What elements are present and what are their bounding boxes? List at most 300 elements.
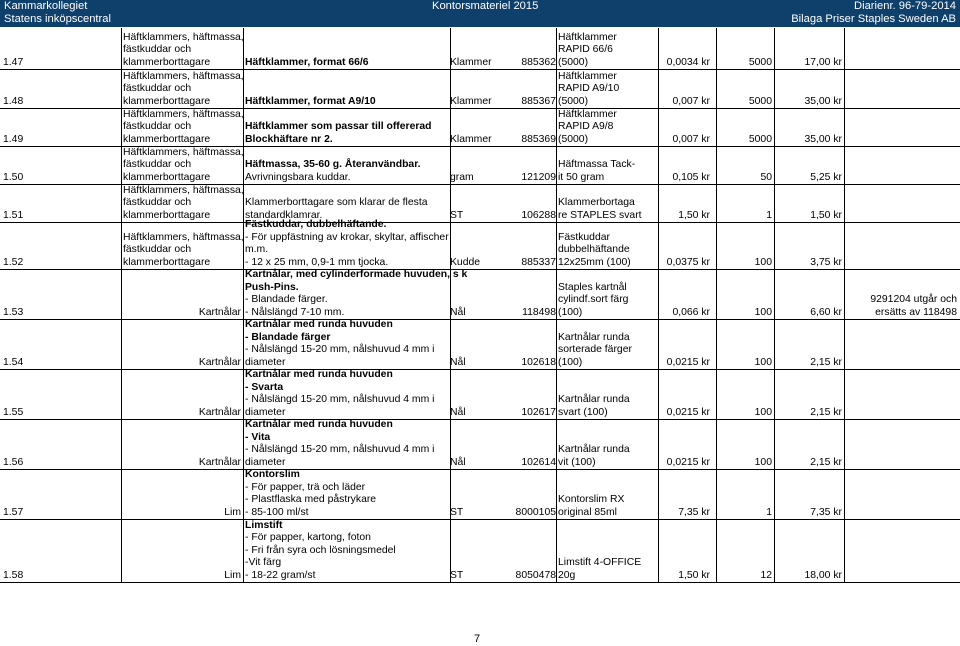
item-description-line: Limstift <box>245 519 283 531</box>
item-number-text: 1.57 <box>3 506 24 518</box>
item-product-name-line: 12x25mm (100) <box>558 256 631 268</box>
item-unit-price <box>658 420 710 470</box>
item-quantity <box>718 185 772 223</box>
item-number <box>3 270 121 320</box>
column-divider <box>716 370 717 420</box>
table-row <box>0 270 960 320</box>
item-category-line: fästkuddar och <box>123 244 192 256</box>
item-product-name-line: svart (100) <box>558 406 608 418</box>
item-unit <box>450 470 510 520</box>
item-category-line: Kartnålar <box>198 406 241 418</box>
item-product-name <box>558 185 658 223</box>
item-description-line: Häftmassa, 35-60 g. Återanvändbar. <box>245 159 421 171</box>
item-unit <box>450 28 510 70</box>
item-total-text: 35,00 kr <box>804 133 842 145</box>
item-product-name-line: (5000) <box>558 133 589 145</box>
column-divider <box>243 223 244 270</box>
column-divider <box>716 520 717 583</box>
column-divider <box>774 109 775 147</box>
column-divider <box>774 70 775 109</box>
item-total-text: 1,50 kr <box>810 209 842 221</box>
item-unit-price <box>658 223 710 270</box>
item-number <box>3 185 121 223</box>
item-product-name <box>558 470 658 520</box>
item-unit-price <box>658 470 710 520</box>
item-category-line: Lim <box>224 506 241 518</box>
item-product-name-line: Häftklammer <box>558 70 617 82</box>
item-category <box>121 370 243 420</box>
item-category-line: Häftklammers, häftmassa, <box>123 70 244 82</box>
item-number-text: 1.58 <box>3 569 24 581</box>
item-category-line: fästkuddar och <box>123 44 192 56</box>
item-description-line: diameter <box>245 356 286 368</box>
item-description-line: - Plastflaska med påstrykare <box>245 494 377 506</box>
item-unit-price-text: 0,0215 kr <box>666 456 710 468</box>
item-description <box>245 28 450 70</box>
item-unit-price <box>658 70 710 109</box>
column-divider <box>243 420 244 470</box>
item-unit-text: ST <box>450 569 464 581</box>
item-unit-text: ST <box>450 209 464 221</box>
item-article-number-text: 102617 <box>521 406 556 418</box>
column-divider <box>774 223 775 270</box>
diary-number: Diarienr. 96-79-2014 <box>854 0 956 12</box>
item-product-name-line: it 50 gram <box>558 171 605 183</box>
item-note <box>845 270 960 320</box>
item-description-line: Avrivningsbara kuddar. <box>245 171 351 183</box>
item-product-name-line: Fästkuddar <box>558 231 610 243</box>
item-product-name <box>558 370 658 420</box>
item-number-text: 1.49 <box>3 133 24 145</box>
item-total <box>776 223 842 270</box>
item-total <box>776 70 842 109</box>
item-description <box>245 320 450 370</box>
item-article-number-text: 106288 <box>521 209 556 221</box>
item-product-name <box>558 28 658 70</box>
item-article-number-text: 118498 <box>522 306 556 318</box>
column-divider <box>716 420 717 470</box>
item-article-number <box>510 270 556 320</box>
item-article-number-text: 8050478 <box>515 569 556 581</box>
item-unit-price <box>658 520 710 583</box>
column-divider <box>716 270 717 320</box>
item-unit-price-text: 0,066 kr <box>672 306 710 318</box>
item-quantity-text: 100 <box>754 356 772 368</box>
item-article-number-text: 885369 <box>521 133 556 145</box>
item-description-line: Kartnålar, med cylinderformade huvuden, s k <box>245 269 468 281</box>
item-unit-text: Nål <box>450 356 466 368</box>
item-product-name-line: (5000) <box>558 56 589 68</box>
item-category <box>121 147 243 185</box>
item-product-name <box>558 223 658 270</box>
item-note <box>845 28 960 70</box>
item-description-line: - Nålslängd 7-10 mm. <box>245 306 345 318</box>
item-note <box>845 370 960 420</box>
column-divider <box>556 370 557 420</box>
item-product-name <box>558 420 658 470</box>
item-unit-price-text: 0,0375 kr <box>666 256 710 268</box>
item-total-text: 5,25 kr <box>810 171 842 183</box>
table-row <box>0 147 960 185</box>
item-total <box>776 185 842 223</box>
item-note-line: ersätts av 118498 <box>875 306 957 318</box>
column-divider <box>716 147 717 185</box>
item-description <box>245 420 450 470</box>
item-unit-price-text: 0,0215 kr <box>666 356 710 368</box>
item-quantity-text: 100 <box>754 306 772 318</box>
item-category-line: Kartnålar <box>198 456 241 468</box>
item-unit-text: Kudde <box>450 256 481 268</box>
item-number <box>3 28 121 70</box>
item-article-number <box>510 520 556 583</box>
item-article-number-text: 102618 <box>521 356 556 368</box>
item-article-number <box>510 223 556 270</box>
item-quantity <box>718 270 772 320</box>
item-unit-price-text: 1,50 kr <box>678 569 710 581</box>
column-divider <box>556 147 557 185</box>
item-quantity <box>718 420 772 470</box>
item-unit-price-text: 0,0034 kr <box>666 56 710 68</box>
item-quantity <box>718 320 772 370</box>
item-description <box>245 370 450 420</box>
item-quantity-text: 12 <box>760 569 772 581</box>
item-quantity <box>718 147 772 185</box>
item-number-text: 1.53 <box>3 306 24 318</box>
item-total-text: 3,75 kr <box>810 256 842 268</box>
item-quantity <box>718 109 772 147</box>
column-divider <box>243 270 244 320</box>
item-product-name-line: (5000) <box>558 95 589 107</box>
item-product-name-line: dubbelhäftande <box>558 244 630 256</box>
item-product-name-line: cylindf.sort färg <box>558 294 629 306</box>
item-article-number-text: 8000105 <box>515 506 556 518</box>
item-description-line: Häftklammer, format 66/6 <box>245 56 369 68</box>
item-unit <box>450 370 510 420</box>
item-description <box>245 470 450 520</box>
item-category-line: klammerborttagare <box>123 95 211 107</box>
column-divider <box>716 320 717 370</box>
item-unit-price <box>658 370 710 420</box>
table-row <box>0 320 960 370</box>
table-row <box>0 109 960 147</box>
column-divider <box>243 320 244 370</box>
column-divider <box>716 70 717 109</box>
item-note-line: 9291204 utgår och <box>870 294 957 306</box>
item-note <box>845 70 960 109</box>
item-quantity-text: 5000 <box>748 56 772 68</box>
document-title: Kontorsmateriel 2015 <box>432 0 539 12</box>
item-number <box>3 370 121 420</box>
item-product-name-line: RAPID A9/8 <box>558 121 614 133</box>
item-number-text: 1.52 <box>3 256 24 268</box>
item-total <box>776 147 842 185</box>
item-description <box>245 70 450 109</box>
item-unit-price <box>658 147 710 185</box>
column-divider <box>774 270 775 320</box>
item-unit-text: Klammer <box>450 133 492 145</box>
item-note <box>845 147 960 185</box>
item-description-line: m.m. <box>245 244 269 256</box>
item-description-line: - Nålslängd 15-20 mm, nålshuvud 4 mm i <box>245 344 435 356</box>
item-category-line: klammerborttagare <box>123 56 211 68</box>
item-article-number-text: 121209 <box>521 171 556 183</box>
item-description-line: Kartnålar med runda huvuden <box>245 419 393 431</box>
item-description-line: Kartnålar med runda huvuden <box>245 369 393 381</box>
item-category <box>121 320 243 370</box>
item-product-name-line: vit (100) <box>558 456 596 468</box>
item-quantity <box>718 223 772 270</box>
item-quantity-text: 1 <box>766 209 772 221</box>
item-product-name <box>558 520 658 583</box>
item-description-line: Push-Pins. <box>245 281 299 293</box>
column-divider <box>556 185 557 223</box>
item-unit-price <box>658 28 710 70</box>
item-number <box>3 320 121 370</box>
item-unit-price <box>658 270 710 320</box>
item-description-line: - Blandade färger <box>245 331 331 343</box>
item-category <box>121 270 243 320</box>
item-unit <box>450 270 510 320</box>
item-category <box>121 185 243 223</box>
item-product-name-line: Kartnålar runda <box>558 331 630 343</box>
item-description-line: - 12 x 25 mm, 0,9-1 mm tjocka. <box>245 256 389 268</box>
item-quantity <box>718 370 772 420</box>
item-total-text: 7,35 kr <box>810 506 842 518</box>
item-quantity-text: 100 <box>754 256 772 268</box>
item-description-line: - Fri från syra och lösningsmedel <box>245 544 396 556</box>
table-row <box>0 420 960 470</box>
item-category <box>121 109 243 147</box>
item-quantity-text: 50 <box>760 171 772 183</box>
table-row <box>0 28 960 70</box>
column-divider <box>556 270 557 320</box>
item-unit-price-text: 7,35 kr <box>678 506 710 518</box>
table-row <box>0 219 960 270</box>
item-number <box>3 147 121 185</box>
column-divider <box>774 470 775 520</box>
item-description-line: - 18-22 gram/st <box>245 569 316 581</box>
column-divider <box>556 470 557 520</box>
item-description <box>245 219 450 270</box>
item-product-name-line: 20g <box>558 569 576 581</box>
item-unit-price-text: 0,0215 kr <box>666 406 710 418</box>
item-product-name-line: re STAPLES svart <box>558 209 642 221</box>
item-product-name-line: sorterade färger <box>558 344 632 356</box>
org-name: Kammarkollegiet <box>4 0 88 12</box>
item-total-text: 2,15 kr <box>810 406 842 418</box>
page-number: 7 <box>474 633 481 645</box>
item-number <box>3 223 121 270</box>
column-divider <box>556 420 557 470</box>
item-unit <box>450 109 510 147</box>
item-number <box>3 520 121 583</box>
item-unit <box>450 70 510 109</box>
item-description <box>245 185 450 223</box>
item-product-name-line: (100) <box>558 306 583 318</box>
item-unit-price-text: 1,50 kr <box>678 209 710 221</box>
item-article-number-text: 885362 <box>521 56 556 68</box>
item-unit-text: Nål <box>450 456 466 468</box>
item-quantity-text: 5000 <box>748 95 772 107</box>
item-category-line: Häftklammers, häftmassa, <box>123 146 244 158</box>
item-description <box>245 269 468 320</box>
item-total-text: 18,00 kr <box>804 569 842 581</box>
item-description-line: - För uppfästning av krokar, skyltar, affischer <box>245 231 449 243</box>
item-description-line: standardklamrar. <box>245 209 323 221</box>
item-article-number <box>510 185 556 223</box>
item-quantity <box>718 470 772 520</box>
column-divider <box>556 223 557 270</box>
item-total-text: 17,00 kr <box>804 56 842 68</box>
item-product-name-line: RAPID 66/6 <box>558 44 613 56</box>
item-quantity-text: 100 <box>754 456 772 468</box>
item-description <box>245 147 450 185</box>
column-divider <box>716 223 717 270</box>
item-category-line: Häftklammers, häftmassa, <box>123 108 244 120</box>
item-description <box>245 520 450 583</box>
item-total <box>776 270 842 320</box>
item-unit-text: Klammer <box>450 56 492 68</box>
column-divider <box>243 520 244 583</box>
column-divider <box>556 109 557 147</box>
column-divider <box>243 470 244 520</box>
item-description-line: Häftklammer, format A9/10 <box>245 95 376 107</box>
item-article-number <box>510 28 556 70</box>
item-description-line: diameter <box>245 406 286 418</box>
item-product-name-line: RAPID A9/10 <box>558 83 620 95</box>
item-number-text: 1.54 <box>3 356 24 368</box>
item-unit-text: Nål <box>450 306 466 318</box>
item-product-name-line: Kartnålar runda <box>558 394 630 406</box>
column-divider <box>556 28 557 70</box>
item-description <box>245 109 450 147</box>
item-description-line: Fästkuddar, dubbelhäftande. <box>245 219 387 231</box>
item-product-name <box>558 270 658 320</box>
item-article-number <box>510 147 556 185</box>
item-number-text: 1.56 <box>3 456 24 468</box>
item-quantity <box>718 520 772 583</box>
table-row <box>0 520 960 583</box>
item-article-number <box>510 70 556 109</box>
item-description-line: - För papper, trä och läder <box>245 481 366 493</box>
item-total <box>776 370 842 420</box>
item-category <box>121 520 243 583</box>
item-article-number <box>510 109 556 147</box>
item-description-line: Kontorslim <box>245 469 300 481</box>
item-unit <box>450 185 510 223</box>
column-divider <box>774 370 775 420</box>
item-quantity-text: 1 <box>766 506 772 518</box>
item-description-line: - Nålslängd 15-20 mm, nålshuvud 4 mm i <box>245 444 435 456</box>
item-unit-text: ST <box>450 506 464 518</box>
item-unit-price-text: 0,105 kr <box>672 171 710 183</box>
item-note <box>845 320 960 370</box>
item-description-line: Klammerborttagare som klarar de flesta <box>245 197 428 209</box>
item-product-name-line: Staples kartnål <box>558 281 627 293</box>
item-unit-price-text: 0,007 kr <box>672 133 710 145</box>
item-category <box>121 70 243 109</box>
column-divider <box>716 109 717 147</box>
item-product-name <box>558 147 658 185</box>
column-divider <box>716 470 717 520</box>
item-product-name-line: original 85ml <box>558 506 617 518</box>
column-divider <box>774 520 775 583</box>
item-unit-text: Klammer <box>450 95 492 107</box>
item-description-line: - Vita <box>245 431 271 443</box>
item-unit-text: gram <box>450 171 474 183</box>
column-divider <box>774 185 775 223</box>
item-article-number <box>510 420 556 470</box>
item-product-name <box>558 109 658 147</box>
item-article-number-text: 885367 <box>521 95 556 107</box>
item-category-line: Häftklammers, häftmassa, <box>123 231 244 243</box>
item-category-line: Kartnålar <box>198 306 241 318</box>
item-category-line: fästkuddar och <box>123 159 192 171</box>
item-description-line: - För papper, kartong, foton <box>245 532 371 544</box>
item-total-text: 2,15 kr <box>810 356 842 368</box>
item-unit <box>450 420 510 470</box>
item-category <box>121 28 243 70</box>
item-total <box>776 470 842 520</box>
item-product-name <box>558 320 658 370</box>
item-total <box>776 520 842 583</box>
item-total <box>776 420 842 470</box>
item-product-name-line: Kontorslim RX <box>558 494 625 506</box>
item-article-number-text: 885337 <box>521 256 556 268</box>
item-unit-price-text: 0,007 kr <box>672 95 710 107</box>
item-product-name-line: Kartnålar runda <box>558 444 630 456</box>
org-subname: Statens inköpscentral <box>4 13 111 25</box>
item-number <box>3 470 121 520</box>
item-category-line: klammerborttagare <box>123 171 211 183</box>
item-description-line: Kartnålar med runda huvuden <box>245 319 393 331</box>
item-category-line: klammerborttagare <box>123 256 211 268</box>
item-total-text: 6,60 kr <box>810 306 842 318</box>
item-number <box>3 420 121 470</box>
item-total <box>776 320 842 370</box>
item-unit-text: Nål <box>450 406 466 418</box>
item-product-name-line: Limstift 4-OFFICE <box>558 557 642 569</box>
item-quantity-text: 5000 <box>748 133 772 145</box>
item-category-line: Lim <box>224 569 241 581</box>
column-divider <box>774 320 775 370</box>
item-description-line: diameter <box>245 456 286 468</box>
item-category-line: klammerborttagare <box>123 133 211 145</box>
table-row <box>0 470 960 520</box>
item-article-number <box>510 470 556 520</box>
item-number-text: 1.50 <box>3 171 24 183</box>
item-note <box>845 223 960 270</box>
item-article-number-text: 102614 <box>521 456 556 468</box>
item-category-line: fästkuddar och <box>123 83 192 95</box>
item-article-number <box>510 320 556 370</box>
item-product-name-line: Häftklammer <box>558 31 617 43</box>
item-unit-price <box>658 320 710 370</box>
item-note <box>845 520 960 583</box>
item-number-text: 1.47 <box>3 56 24 68</box>
column-divider <box>716 185 717 223</box>
item-note <box>845 420 960 470</box>
appendix-title: Bilaga Priser Staples Sweden AB <box>791 13 956 25</box>
item-number <box>3 109 121 147</box>
table-row <box>0 70 960 109</box>
item-product-name-line: (100) <box>558 356 583 368</box>
item-number <box>3 70 121 109</box>
item-category-line: Häftklammers, häftmassa, <box>123 31 244 43</box>
item-number-text: 1.55 <box>3 406 24 418</box>
item-description-line: Blockhäftare nr 2. <box>245 133 333 145</box>
item-category-line: fästkuddar och <box>123 121 192 133</box>
